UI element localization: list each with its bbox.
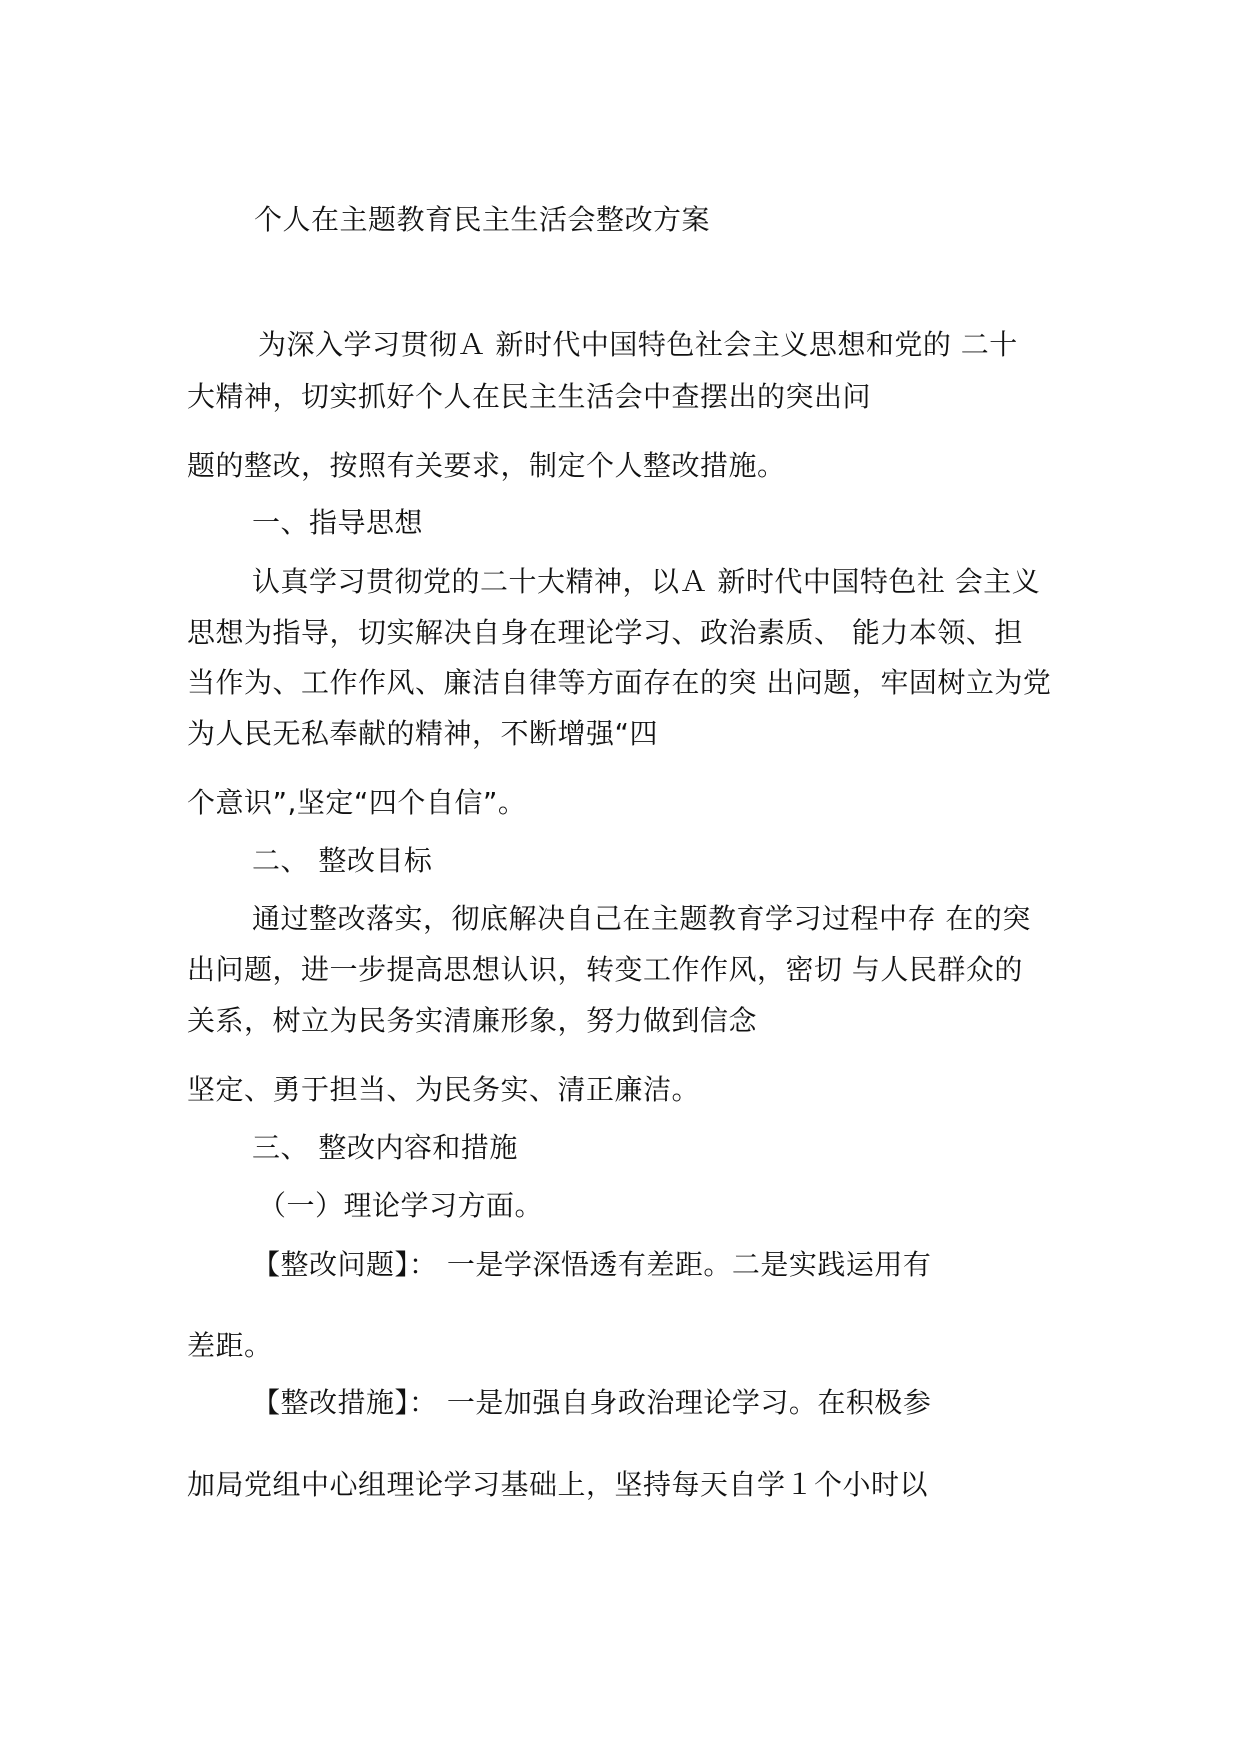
paragraph-line: 为深入学习贯彻Ａ 新时代中国特色社会主义思想和党的 二十	[258, 328, 1018, 361]
paragraph-line: 题的整改，按照有关要求，制定个人整改措施。	[187, 449, 786, 482]
paragraph-line: 坚定、勇于担当、为民务实、清正廉洁。	[187, 1073, 701, 1106]
paragraph-line: 个意识”,坚定“四个自信”。	[187, 786, 527, 819]
paragraph-line: 思想为指导，切实解决自身在理论学习、政治素质、 能力本领、担	[187, 616, 1023, 649]
paragraph-line: 为人民无私奉献的精神，不断增强“四	[187, 717, 659, 750]
paragraph-line: 认真学习贯彻党的二十大精神，以Ａ 新时代中国特色社 会主义	[252, 565, 1041, 598]
paragraph-line: 差距。	[187, 1329, 273, 1362]
paragraph-line: 【整改措施】： 一是加强自身政治理论学习。在积极参	[252, 1386, 932, 1419]
section-heading: 三、 整改内容和措施	[252, 1131, 518, 1164]
document-title: 个人在主题教育民主生活会整改方案	[254, 203, 711, 236]
section-heading: 一、指导思想	[252, 506, 424, 539]
paragraph-line: 当作为、工作作风、廉洁自律等方面存在的突 出问题，牢固树立为党	[187, 666, 1052, 699]
section-heading: 二、 整改目标	[252, 844, 433, 877]
paragraph-line: 加局党组中心组理论学习基础上，坚持每天自学１个小时以	[187, 1468, 929, 1501]
paragraph-line: 关系，树立为民务实清廉形象，努力做到信念	[187, 1004, 758, 1037]
subsection-heading: （一）理论学习方面。	[258, 1189, 544, 1222]
paragraph-line: 通过整改落实，彻底解决自己在主题教育学习过程中存 在的突	[252, 902, 1031, 935]
paragraph-line: 大精神，切实抓好个人在民主生活会中查摆出的突出问	[187, 380, 872, 413]
paragraph-line: 出问题，进一步提高思想认识，转变工作作风，密切 与人民群众的	[187, 953, 1023, 986]
paragraph-line: 【整改问题】： 一是学深悟透有差距。二是实践运用有	[252, 1248, 932, 1281]
